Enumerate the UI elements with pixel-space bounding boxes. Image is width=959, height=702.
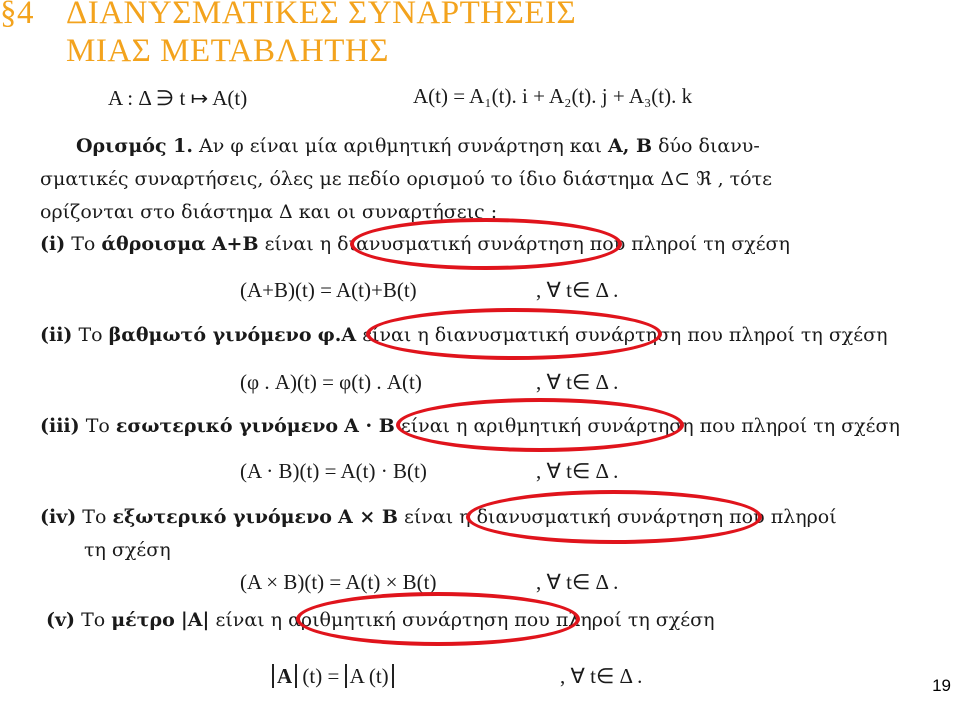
item-iv-text-2: τη σχέση — [84, 539, 171, 561]
item-iii-formula: (A · B)(t) = A(t) · B(t) — [240, 459, 427, 483]
item-v-pre: Το — [81, 609, 106, 631]
item-ii-num: (ii) — [40, 324, 73, 346]
item-iv-formula: (A × B)(t) = A(t) × B(t) — [240, 570, 437, 594]
item-iv-pre: Το — [82, 506, 107, 528]
item-iii-cond: , ∀ t∈ Δ . — [536, 459, 619, 483]
item-v-desc: είναι η αριθμητική συνάρτηση που πληροί τη σχέση — [215, 609, 715, 631]
item-ii-pre: Το — [78, 324, 103, 346]
item-iii-pre: Το — [85, 415, 110, 437]
annotation-circle-ii — [366, 308, 662, 360]
item-ii-term: βαθμωτό γινόμενο — [108, 324, 312, 346]
item-iii-term: εσωτερικό γινόμενο — [115, 415, 339, 437]
item-v-sym: |A| — [180, 609, 210, 631]
item-ii-sym: φ.A — [317, 324, 357, 346]
definition-text-1: Αν φ είναι μία αριθμητική συνάρτηση και — [199, 135, 602, 157]
item-i-cond: , ∀ t∈ Δ . — [536, 278, 619, 302]
definition-text-1b: δύο διανυ- — [658, 135, 760, 157]
definition-line-1 — [76, 135, 760, 157]
item-v-term: μέτρο — [111, 609, 175, 631]
item-i-term: άθροισμα — [101, 233, 206, 255]
item-v-formula-right: A (t) — [345, 664, 394, 688]
definition-ab: A, B — [607, 135, 653, 157]
definition-line-3: ορίζονται στο διάστημα Δ και οι συναρτήσεις : — [40, 201, 498, 223]
title-line-1: ΔΙΑΝΥΣΜΑΤΙΚΕΣ ΣΥΝΑΡΤΗΣΕΙΣ — [66, 0, 577, 31]
item-iii-desc: είναι η αριθμητική συνάρτηση που πληροί τη σχέση — [400, 415, 900, 437]
annotation-circle-iv — [466, 490, 762, 544]
item-iv-cond: , ∀ t∈ Δ . — [536, 570, 619, 594]
item-v-formula-left: A — [272, 664, 297, 688]
item-v-formula-mid: (t) = — [302, 664, 340, 688]
item-v-cond: , ∀ t∈ Δ . — [560, 664, 643, 688]
slide-title — [0, 0, 576, 70]
component-formula: A(t) = A₁(t). i + A₂(t). j + A₃(t). k — [413, 84, 693, 108]
item-iv-num: (iv) — [40, 506, 77, 528]
section-number: §4 — [0, 0, 34, 31]
item-i-sym: A+B — [211, 233, 259, 255]
item-iv-sym: A × B — [338, 506, 398, 528]
item-i-pre: Το — [71, 233, 96, 255]
item-iii-sym: A · B — [344, 415, 395, 437]
definition-label: Ορισμός 1. — [76, 135, 193, 157]
annotation-circle-iii — [396, 398, 684, 452]
page-number: 19 — [932, 676, 951, 695]
annotation-circle-i — [350, 218, 622, 270]
item-v-num: (v) — [46, 609, 76, 631]
item-ii-cond: , ∀ t∈ Δ . — [536, 370, 619, 394]
item-ii-desc: είναι η διανυσματική συνάρτηση που πληροί τη σχέση — [362, 324, 888, 346]
item-i-desc: είναι η διανυσματική συνάρτηση που πληροί τη σχέση — [264, 233, 790, 255]
item-ii-formula: (φ . A)(t) = φ(t) . A(t) — [240, 370, 422, 394]
annotation-circle-v — [296, 592, 580, 646]
item-iv-desc: είναι η διανυσματική συνάρτηση που πληροί — [404, 506, 837, 528]
mapping-formula: A : Δ ∋ t ↦ A(t) — [108, 86, 248, 110]
item-iv-term: εξωτερικό γινόμενο — [112, 506, 332, 528]
item-v-formula — [272, 664, 394, 689]
item-iii-num: (iii) — [40, 415, 80, 437]
item-i-formula: (A+B)(t) = A(t)+B(t) — [240, 278, 417, 302]
definition-line-2: σματικές συναρτήσεις, όλες με πεδίο ορισμού το ίδιο διάστημα Δ⊂ ℜ , τότε — [40, 168, 772, 190]
item-i-num: (i) — [40, 233, 66, 255]
title-line-2: ΜΙΑΣ ΜΕΤΑΒΛΗΤΗΣ — [66, 33, 389, 69]
